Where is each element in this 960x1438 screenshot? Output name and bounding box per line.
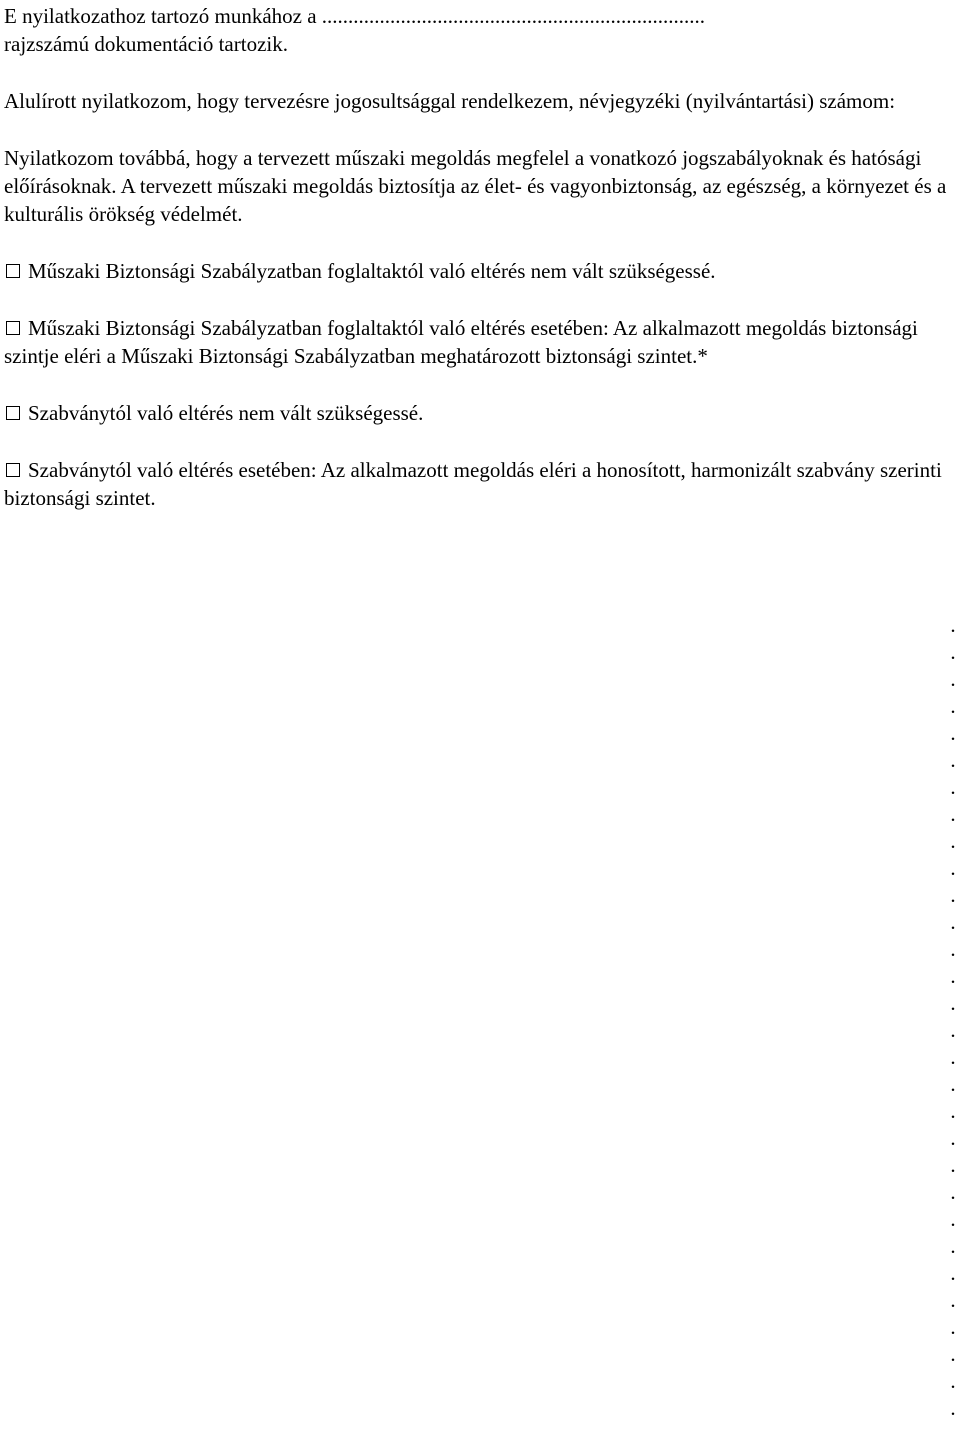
leader-dot: . xyxy=(950,1072,956,1096)
option-mbsz-no-deviation[interactable] xyxy=(4,257,949,285)
leader-dot: . xyxy=(950,1342,956,1366)
leader-dot: . xyxy=(950,1180,956,1204)
intro-line-2: rajzszámú dokumentáció tartozik. xyxy=(4,32,288,56)
leader-dot: . xyxy=(950,1099,956,1123)
leader-dot: . xyxy=(950,1045,956,1069)
leader-dot: . xyxy=(950,910,956,934)
leader-dot: . xyxy=(950,829,956,853)
leader-dot: . xyxy=(950,1261,956,1285)
dotted-leader-column xyxy=(949,612,957,1422)
document-body xyxy=(4,2,949,512)
jogosultsag-paragraph: Alulírott nyilatkozom, hogy tervezésre jogosultsággal rendelkezem, névjegyzéki (nyilvántartási) számom: xyxy=(4,89,896,113)
leader-dot: . xyxy=(950,937,956,961)
leader-dot: . xyxy=(950,667,956,691)
leader-dot: . xyxy=(950,1018,956,1042)
leader-dot: . xyxy=(950,1369,956,1393)
checkbox-icon[interactable] xyxy=(6,406,20,420)
option-standard-no-deviation[interactable] xyxy=(4,399,949,427)
option-label: Szabványtól való eltérés nem vált szükségessé. xyxy=(28,401,424,425)
leader-dot: . xyxy=(950,613,956,637)
option-label: Műszaki Biztonsági Szabályzatban foglaltaktól való eltérés nem vált szükségessé. xyxy=(28,259,716,283)
option-label: Műszaki Biztonsági Szabályzatban foglaltaktól való eltérés esetében: Az alkalmazott megoldás biztonsági szintje eléri a Műszaki Biztonsági Szabályzatban meghatározott biztonsági szintet.* xyxy=(4,316,918,368)
option-standard-deviation[interactable] xyxy=(4,456,949,512)
leader-dot: . xyxy=(950,883,956,907)
leader-dot: . xyxy=(950,856,956,880)
leader-dot: . xyxy=(950,802,956,826)
leader-dot: . xyxy=(950,694,956,718)
leader-dot: . xyxy=(950,775,956,799)
leader-dot: . xyxy=(950,1315,956,1339)
intro-line-1: E nyilatkozathoz tartozó munkához a ......................................................................... xyxy=(4,4,706,28)
option-label: Szabványtól való eltérés esetében: Az alkalmazott megoldás eléri a honosított, harmonizált szabvány szerinti biztonsági szintet. xyxy=(4,458,942,510)
megfeleloseg-paragraph: Nyilatkozom továbbá, hogy a tervezett műszaki megoldás megfelel a vonatkozó jogszabályoknak és hatósági előírásoknak. A tervezett műszaki megoldás biztosítja az élet- és vagyonbiztonság, az egészség, a környezet és a kulturális örökség védelmét. xyxy=(4,146,947,226)
checkbox-icon[interactable] xyxy=(6,463,20,477)
leader-dot: . xyxy=(950,1126,956,1150)
leader-dot: . xyxy=(950,748,956,772)
leader-dot: . xyxy=(950,964,956,988)
option-mbsz-deviation[interactable] xyxy=(4,314,949,370)
leader-dot: . xyxy=(950,1396,956,1420)
leader-dot: . xyxy=(950,1234,956,1258)
leader-dot: . xyxy=(950,1288,956,1312)
leader-dot: . xyxy=(950,721,956,745)
leader-dot: . xyxy=(950,991,956,1015)
checkbox-icon[interactable] xyxy=(6,264,20,278)
leader-dot: . xyxy=(950,1153,956,1177)
leader-dot: . xyxy=(950,1207,956,1231)
checkbox-icon[interactable] xyxy=(6,321,20,335)
leader-dot: . xyxy=(950,640,956,664)
